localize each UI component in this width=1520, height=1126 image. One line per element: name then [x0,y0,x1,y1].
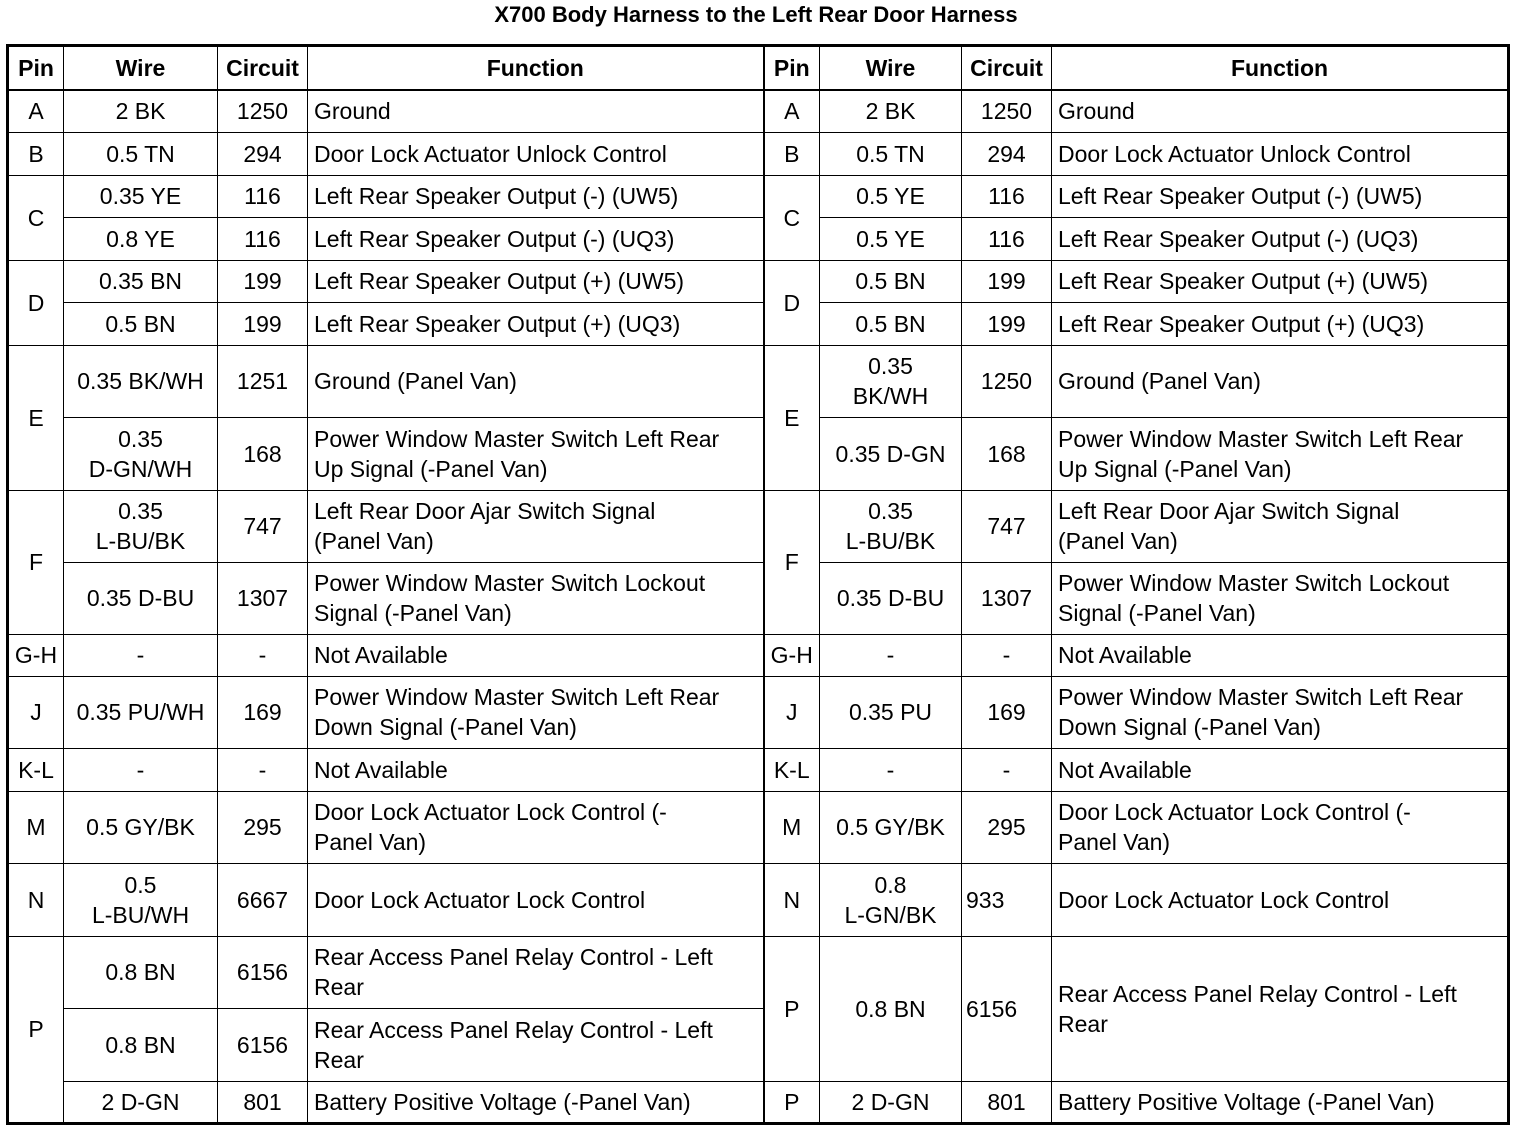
header-function: Function [1052,46,1509,91]
wire-cell: - [64,634,218,676]
wire-cell: 2 D-GN [820,1081,962,1123]
circuit-cell: 747 [962,490,1052,562]
pin-cell: D [764,260,820,345]
wire-line: L-BU/WH [91,901,190,928]
pin-cell: B [764,132,820,175]
circuit-cell: 801 [962,1081,1052,1123]
wire-cell: 2 D-GN [64,1081,218,1123]
wire-cell: 0.8 BN [64,1008,218,1081]
circuit-cell: 199 [962,302,1052,345]
pin-cell: K-L [8,748,64,791]
wire-cell: 0.5 GY/BK [820,791,962,863]
wire-cell: 0.35 D-BU [820,562,962,634]
circuit-cell: - [962,748,1052,791]
table-row [8,634,1509,676]
table-row [8,936,1509,1008]
circuit-cell: 6667 [218,863,308,936]
function-line: Up Signal (-Panel Van) [1058,455,1292,482]
circuit-cell: 1250 [218,90,308,132]
function-cell: Left Rear Speaker Output (+) (UW5) [308,260,764,302]
wire-cell: 0.35 D-BU [64,562,218,634]
table-row [8,791,1509,863]
function-line: Door Lock Actuator Lock Control (- [1058,799,1411,825]
pin-cell: M [764,791,820,863]
wire-cell: 0.8 YE [64,217,218,260]
function-line: Rear Access Panel Relay Control - Left [1058,980,1457,1007]
wire-cell: 0.5 YE [820,217,962,260]
function-line: (Panel Van) [314,528,434,554]
function-line: Signal (-Panel Van) [314,600,512,626]
pin-cell: N [8,863,64,936]
wire-cell: 0.5 GY/BK [64,791,218,863]
function-line: Power Window Master Switch Left Rear [1058,425,1464,452]
function-cell: Left Rear Speaker Output (+) (UQ3) [308,302,764,345]
function-line: Signal (-Panel Van) [1058,600,1256,626]
function-line: Left Rear Door Ajar Switch Signal [314,498,656,524]
table-row [8,260,1509,302]
header-function: Function [308,46,764,91]
function-cell [308,490,764,562]
table-row [8,175,1509,217]
function-cell: Battery Positive Voltage (-Panel Van) [1052,1081,1509,1123]
function-cell [1052,417,1509,490]
function-line: Power Window Master Switch Left Rear [314,684,720,710]
table-row [8,1081,1509,1123]
function-cell: Not Available [1052,748,1509,791]
function-cell: Door Lock Actuator Lock Control [1052,863,1509,936]
function-cell [308,417,764,490]
function-cell: Door Lock Actuator Unlock Control [1052,132,1509,175]
circuit-cell: 116 [962,217,1052,260]
function-line: Up Signal (-Panel Van) [314,455,548,482]
function-line: Left Rear Door Ajar Switch Signal [1058,498,1400,524]
function-line: Power Window Master Switch Left Rear [314,425,720,452]
circuit-cell: 6156 [962,936,1052,1081]
circuit-cell: 294 [218,132,308,175]
table-row [8,217,1509,260]
circuit-cell: - [218,634,308,676]
circuit-cell: 6156 [218,1008,308,1081]
wire-cell: 0.5 BN [820,302,962,345]
wire-line: BK/WH [852,383,929,409]
pinout-table [6,44,1510,1125]
function-line: Rear Access Panel Relay Control - Left [314,1016,713,1043]
circuit-cell: 1307 [218,562,308,634]
function-cell [308,1008,764,1081]
pin-cell: M [8,791,64,863]
wire-line: 0.5 [124,871,157,898]
header-pin: Pin [764,46,820,91]
function-cell [308,562,764,634]
wire-cell: 0.8 BN [64,936,218,1008]
function-cell [1052,936,1509,1081]
circuit-cell: 747 [218,490,308,562]
wire-cell [64,863,218,936]
function-line: Rear Access Panel Relay Control - Left [314,944,713,970]
circuit-cell: 199 [218,260,308,302]
pin-cell: C [764,175,820,260]
circuit-cell: 1307 [962,562,1052,634]
wire-cell [820,490,962,562]
function-line: Down Signal (-Panel Van) [1058,714,1321,740]
circuit-cell: 169 [218,676,308,748]
function-cell: Ground [308,90,764,132]
wire-cell: 0.5 YE [820,175,962,217]
table-row [8,748,1509,791]
wire-cell: 0.5 TN [820,132,962,175]
circuit-cell: 1251 [218,345,308,417]
wire-cell: 0.5 BN [820,260,962,302]
wire-cell [64,417,218,490]
table-row [8,90,1509,132]
function-line: Power Window Master Switch Lockout [1058,570,1450,596]
function-cell: Ground (Panel Van) [308,345,764,417]
circuit-cell: 6156 [218,936,308,1008]
function-line: Power Window Master Switch Lockout [314,570,706,596]
header-wire: Wire [64,46,218,91]
function-cell: Not Available [1052,634,1509,676]
pin-cell: F [8,490,64,634]
wire-cell: 2 BK [64,90,218,132]
header-circuit: Circuit [962,46,1052,91]
circuit-cell: 933 [962,863,1052,936]
circuit-cell: 1250 [962,90,1052,132]
function-cell [308,791,764,863]
pin-cell: E [8,345,64,490]
circuit-cell: - [218,748,308,791]
pin-cell: F [764,490,820,634]
wire-cell: 0.35 YE [64,175,218,217]
function-cell [1052,490,1509,562]
header-circuit: Circuit [218,46,308,91]
pin-cell: N [764,863,820,936]
pin-cell: G-H [8,634,64,676]
pin-cell: P [8,936,64,1123]
table-row [8,676,1509,748]
wire-cell: 0.35 D-GN [820,417,962,490]
circuit-cell: 295 [962,791,1052,863]
circuit-cell: 116 [962,175,1052,217]
function-cell [308,936,764,1008]
page-title: X700 Body Harness to the Left Rear Door Harness [494,2,1018,27]
wire-line: 0.35 [118,425,163,452]
pin-cell: B [8,132,64,175]
wire-cell: 0.35 BN [64,260,218,302]
wire-cell: 0.35 PU/WH [64,676,218,748]
header-pin: Pin [8,46,64,91]
function-cell: Left Rear Speaker Output (-) (UQ3) [1052,217,1509,260]
function-cell: Left Rear Speaker Output (-) (UQ3) [308,217,764,260]
function-line: Rear [314,1046,364,1073]
table-row [8,863,1509,936]
circuit-cell: 116 [218,175,308,217]
pin-cell: E [764,345,820,490]
function-line: Panel Van) [1058,829,1171,855]
table-row [8,302,1509,345]
pin-cell: P [764,1081,820,1123]
wire-cell: 0.8 BN [820,936,962,1081]
wire-cell: - [820,748,962,791]
circuit-cell: 199 [962,260,1052,302]
wire-cell [64,490,218,562]
function-cell [1052,791,1509,863]
function-cell: Left Rear Speaker Output (-) (UW5) [308,175,764,217]
function-cell: Ground [1052,90,1509,132]
circuit-cell: 294 [962,132,1052,175]
function-cell: Door Lock Actuator Lock Control [308,863,764,936]
table-row [8,345,1509,417]
function-line: Panel Van) [314,829,427,855]
function-cell: Not Available [308,634,764,676]
wire-line: 0.8 [874,871,907,898]
pin-cell: G-H [764,634,820,676]
function-cell: Left Rear Speaker Output (-) (UW5) [1052,175,1509,217]
function-cell: Door Lock Actuator Unlock Control [308,132,764,175]
function-cell [308,676,764,748]
wire-line: 0.35 [868,498,913,524]
circuit-cell: 116 [218,217,308,260]
wire-line: L-BU/BK [95,528,186,554]
circuit-cell: 295 [218,791,308,863]
circuit-cell: 1250 [962,345,1052,417]
function-line: Down Signal (-Panel Van) [314,714,577,740]
pin-cell: J [764,676,820,748]
pin-cell: A [8,90,64,132]
table-header-row [8,46,1509,91]
circuit-cell: 199 [218,302,308,345]
wire-cell: 0.5 BN [64,302,218,345]
wire-cell [820,345,962,417]
wire-cell [820,863,962,936]
table-row [8,417,1509,490]
wire-cell: 0.35 BK/WH [64,345,218,417]
function-cell: Ground (Panel Van) [1052,345,1509,417]
wire-cell: - [64,748,218,791]
wire-cell: 0.35 PU [820,676,962,748]
table-row [8,132,1509,175]
function-cell: Battery Positive Voltage (-Panel Van) [308,1081,764,1123]
circuit-cell: 169 [962,676,1052,748]
circuit-cell: 801 [218,1081,308,1123]
wire-line: L-BU/BK [845,528,936,554]
function-cell [1052,676,1509,748]
function-cell: Left Rear Speaker Output (+) (UQ3) [1052,302,1509,345]
table-row [8,562,1509,634]
function-line: Rear [1058,1010,1108,1037]
pin-cell: P [764,936,820,1081]
function-cell: Left Rear Speaker Output (+) (UW5) [1052,260,1509,302]
pin-cell: A [764,90,820,132]
wire-cell: 2 BK [820,90,962,132]
wire-line: D-GN/WH [88,455,193,482]
function-line: Rear [314,974,364,1000]
wire-line: 0.35 [118,498,163,524]
pin-cell: K-L [764,748,820,791]
table-row [8,490,1509,562]
function-line: Power Window Master Switch Left Rear [1058,684,1464,710]
pin-cell: D [8,260,64,345]
circuit-cell: 168 [218,417,308,490]
wire-cell: 0.5 TN [64,132,218,175]
wire-cell: - [820,634,962,676]
function-line: Door Lock Actuator Lock Control (- [314,799,667,825]
pin-cell: J [8,676,64,748]
function-line: (Panel Van) [1058,528,1178,554]
wire-line: L-GN/BK [844,901,937,928]
circuit-cell: 168 [962,417,1052,490]
header-wire: Wire [820,46,962,91]
pin-cell: C [8,175,64,260]
circuit-cell: - [962,634,1052,676]
function-cell: Not Available [308,748,764,791]
function-cell [1052,562,1509,634]
wire-line: 0.35 [868,353,913,379]
